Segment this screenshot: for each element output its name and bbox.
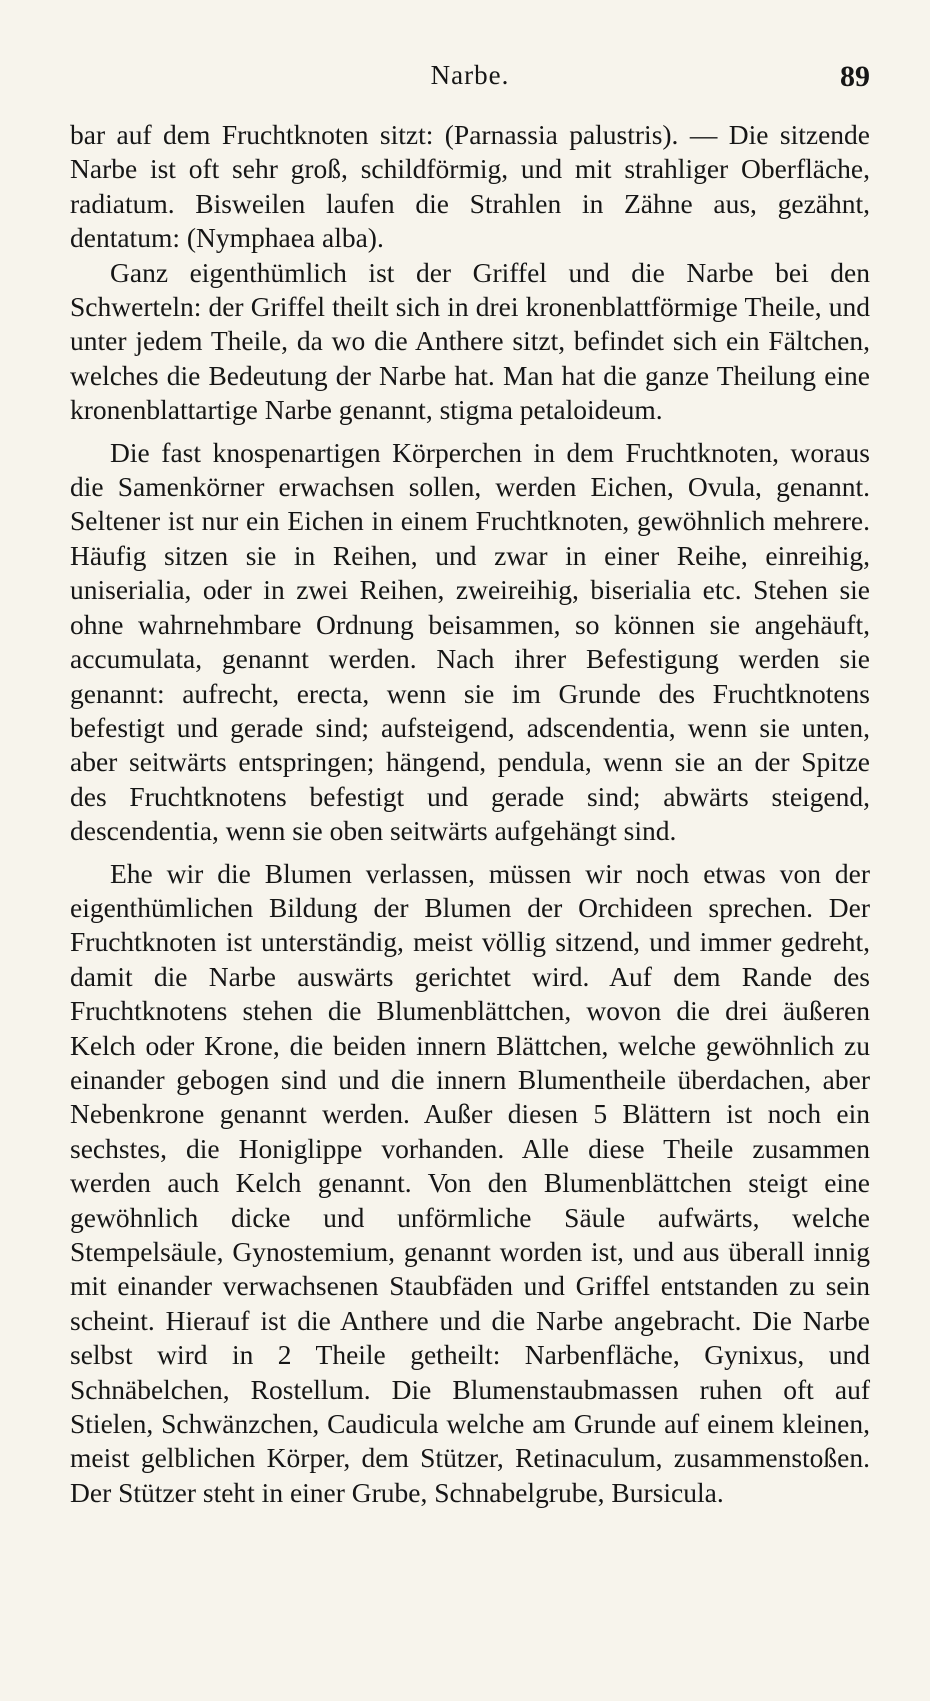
- body-text: [70, 118, 870, 1510]
- page-header: [70, 60, 870, 100]
- paragraph-1: bar auf dem Fruchtknoten sitzt: (Parnassia palustris). — Die sitzende Narbe ist oft sehr groß, schildförmig, und mit strahliger Oberfläche, radiatum. Bisweilen laufen die Strahlen in Zähne aus, gezähnt, dentatum: (Nymphaea alba).: [70, 119, 870, 254]
- paragraph-4: Ehe wir die Blumen verlassen, müssen wir noch etwas von der eigenthümlichen Bildung der Blumen der Orchideen sprechen. Der Fruchtknoten ist unterständig, meist völlig sitzend, und immer gedreht, damit die Narbe auswärts gerichtet wird. Auf dem Rande des Fruchtknotens stehen die Blumenblättchen, wovon die drei äußeren Kelch oder Krone, die beiden innern Blättchen, welche gewöhnlich zu einander gebogen sind und die innern Blumentheile überdachen, aber Nebenkrone genannt werden. Außer diesen 5 Blättern ist noch ein sechstes, die Honiglippe vorhanden. Alle diese Theile zusammen werden auch Kelch genannt. Von den Blumenblättchen steigt eine gewöhnlich dicke und unförmliche Säule aufwärts, welche Stempelsäule, Gynostemium, genannt worden ist, und aus überall innig mit einander verwachsenen Staubfäden und Griffel entstanden zu sein scheint. Hierauf ist die Anthere und die Narbe angebracht. Die Narbe selbst wird in 2 Theile getheilt: Narbenfläche, Gynixus, und Schnäbelchen, Rostellum. Die Blumenstaubmassen ruhen oft auf Stielen, Schwänzchen, Caudicula welche am Grunde auf einem kleinen, meist gelblichen Körper, dem Stützer, Retinaculum, zusammenstoßen. Der Stützer steht in einer Grube, Schnabelgrube, Bursicula.: [70, 857, 870, 1508]
- page-number: 89: [840, 60, 870, 93]
- paragraph-2: Ganz eigenthümlich ist der Griffel und die Narbe bei den Schwerteln: der Griffel theilt sich in drei kronenblattförmige Theile, und unter jedem Theile, da wo die Anthere sitzt, befindet sich ein Fältchen, welches die Bedeutung der Narbe hat. Man hat die ganze Theilung eine kronenblattartige Narbe genannt, stigma petaloideum.: [70, 256, 870, 426]
- running-head: Narbe.: [430, 60, 510, 90]
- paragraph-3: Die fast knospenartigen Körperchen in dem Fruchtknoten, woraus die Samenkörner erwachsen sollen, werden Eichen, Ovula, genannt. Seltener ist nur ein Eichen in einem Fruchtknoten, gewöhnlich mehrere. Häufig sitzen sie in Reihen, und zwar in einer Reihe, einreihig, uniserialia, oder in zwei Reihen, zweireihig, biserialia etc. Stehen sie ohne wahrnehmbare Ordnung beisammen, so können sie angehäuft, accumulata, genannt werden. Nach ihrer Befestigung werden sie genannt: aufrecht, erecta, wenn sie im Grunde des Fruchtknotens befestigt und gerade sind; aufsteigend, adscendentia, wenn sie unten, aber seitwärts entspringen; hängend, pendula, wenn sie an der Spitze des Fruchtknotens befestigt und gerade sind; abwärts steigend, descendentia, wenn sie oben seitwärts aufgehängt sind.: [70, 436, 870, 847]
